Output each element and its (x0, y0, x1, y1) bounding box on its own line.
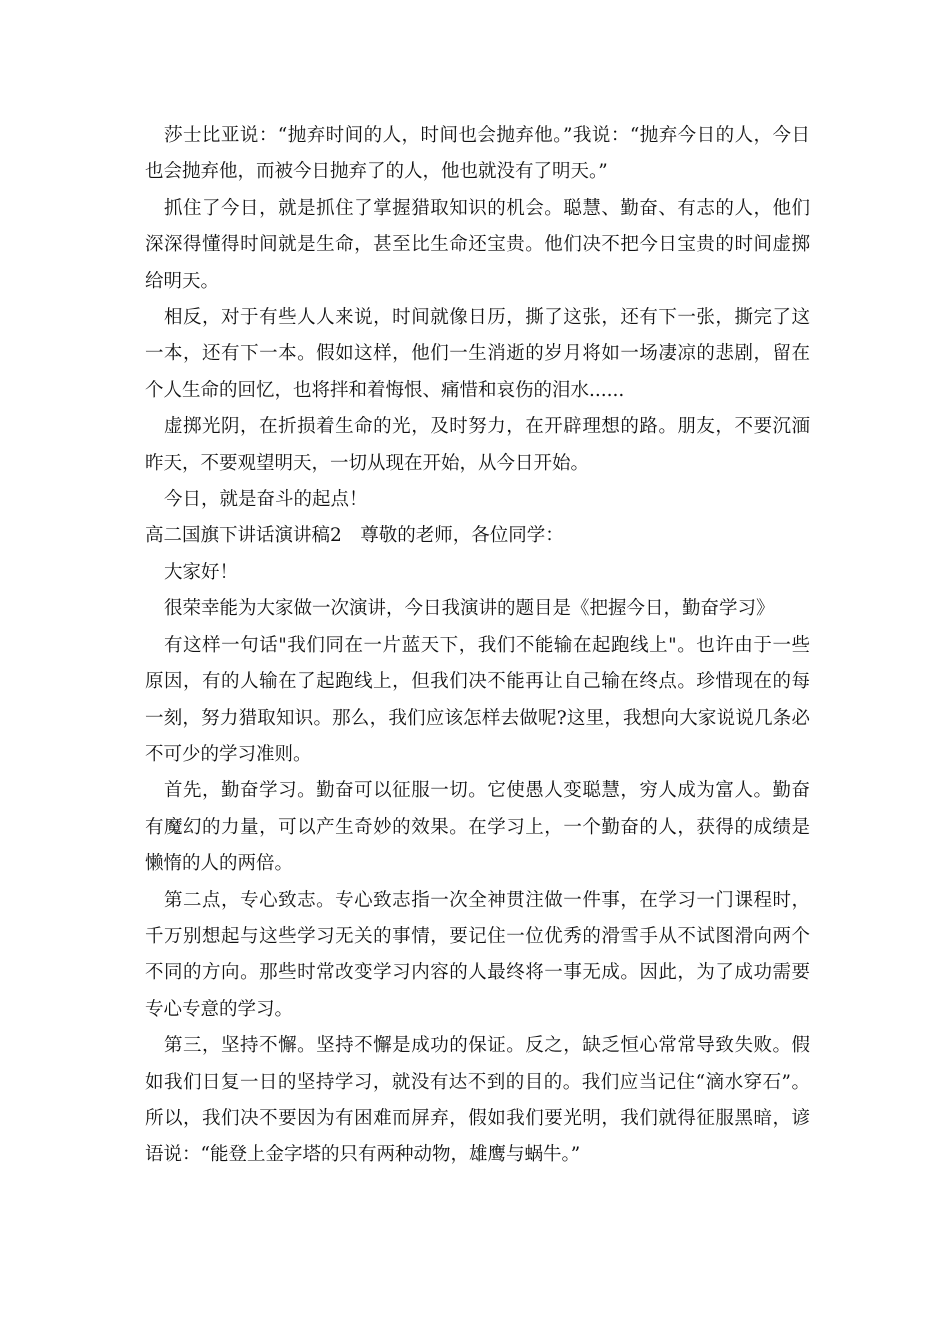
paragraph-wasted-time: 虚掷光阴，在折损着生命的光，及时努力，在开辟理想的路。朋友，不要沉湎昨天，不要观望明天，一切从现在开始，从今日开始。 (145, 416, 810, 474)
paragraph-shakespeare-quote: 莎士比亚说：“抛弃时间的人，时间也会抛弃他。”我说：“抛弃今日的人，今日也会抛弃他，而被今日抛弃了的人，他也就没有了明天。” (145, 125, 810, 183)
paragraph-speech-title: 很荣幸能为大家做一次演讲，今日我演讲的题目是《把握今日，勤奋学习》 (164, 598, 775, 620)
paragraph-starting-line: 有这样一句话"我们同在一片蓝天下，我们不能输在起跑线上"。也许由于一些原因，有的人输在了起跑线上，但我们决不能再让自己输在终点。珍惜现在的每一刻，努力猎取知识。那么，我们应该怎样去做呢?这里，我想向大家说说几条必不可少的学习准则。 (145, 634, 810, 765)
document-page (145, 118, 810, 1174)
paragraph-greeting: 大家好！ (164, 561, 239, 583)
paragraph-perseverance: 第三，坚持不懈。坚持不懈是成功的保证。反之，缺乏恒心常常导致失败。假如我们日复一日的坚持学习，就没有达不到的目的。我们应当记住“滴水穿石”。所以，我们决不要因为有困难而屏弃，假如我们要光明，我们就得征服黑暗，谚语说：“能登上金字塔的只有两种动物，雄鹰与蜗牛。” (145, 1035, 810, 1166)
paragraph-calendar-metaphor: 相反，对于有些人人来说，时间就像日历，撕了这张，还有下一张，撕完了这一本，还有下一本。假如这样，他们一生消逝的岁月将如一场凄凉的悲剧，留在个人生命的回忆，也将拌和着悔恨、痛惜和哀伤的泪水...... (145, 307, 810, 401)
section-heading: 高二国旗下讲话演讲稿2 尊敬的老师，各位同学： (145, 525, 564, 547)
paragraph-diligence: 首先，勤奋学习。勤奋可以征服一切。它使愚人变聪慧，穷人成为富人。勤奋有魔幻的力量，可以产生奇妙的效果。在学习上，一个勤奋的人，获得的成绩是懒惰的人的两倍。 (145, 780, 810, 875)
paragraph-concentration: 第二点，专心致志。专心致志指一次全神贯注做一件事，在学习一门课程时，千万别想起与这些学习无关的事情，要记住一位优秀的滑雪手从不试图滑向两个不同的方向。那些时常改变学习内容的人最终将一事无成。因此，为了成功需要专心专意的学习。 (145, 889, 810, 1020)
paragraph-seize-today: 抓住了今日，就是抓住了掌握猎取知识的机会。聪慧、勤奋、有志的人，他们深深得懂得时间就是生命，甚至比生命还宝贵。他们决不把今日宝贵的时间虚掷给明天。 (145, 197, 810, 292)
paragraph-starting-point: 今日，就是奋斗的起点！ (164, 489, 368, 511)
